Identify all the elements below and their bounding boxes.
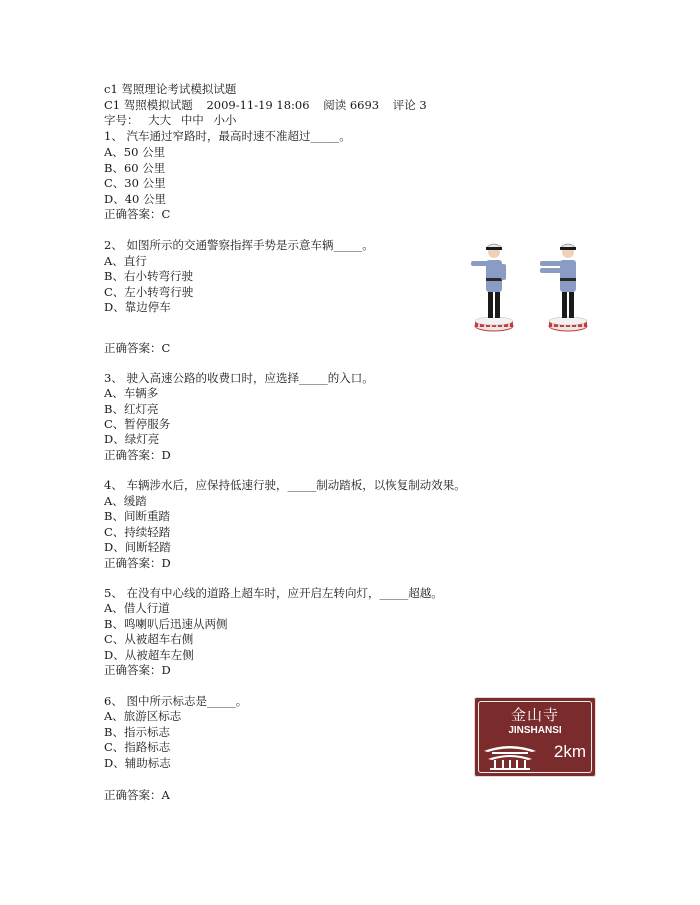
q5-answer: 正确答案：D (104, 663, 171, 677)
q3-option-c: C、暂停服务 (104, 417, 171, 431)
q2-option-b: B、右小转弯行驶 (104, 269, 193, 283)
q6-option-b: B、指示标志 (104, 725, 170, 739)
font-size-label: 字号： (104, 113, 139, 127)
question-1: 1、 汽车通过窄路时，最高时速不准超过_____。 (104, 129, 351, 143)
q1-option-c: C、30 公里 (104, 176, 166, 190)
q1-option-b: B、60 公里 (104, 161, 166, 175)
temple-icon (482, 739, 538, 771)
q1-option-d: D、40 公里 (104, 192, 167, 206)
q5-option-d: D、从被超车左侧 (104, 648, 194, 662)
q4-option-b: B、间断重踏 (104, 509, 170, 523)
font-size-small[interactable]: 小小 (213, 113, 237, 127)
question-4: 4、 车辆涉水后，应保持低速行驶，_____制动踏板，以恢复制动效果。 (104, 478, 466, 492)
traffic-officer-right (540, 244, 587, 331)
q1-option-a: A、50 公里 (104, 145, 166, 159)
q4-option-a: A、缓踏 (104, 494, 147, 508)
q2-option-d: D、靠边停车 (104, 300, 171, 314)
q5-option-c: C、从被超车右侧 (104, 632, 194, 646)
tourist-area-sign-image (474, 697, 596, 777)
q4-option-d: D、间断轻踏 (104, 540, 171, 554)
question-6: 6、 图中所示标志是_____。 (104, 694, 248, 708)
sign-name-en: JINSHANSI (508, 725, 562, 736)
traffic-police-gesture-image (468, 238, 598, 338)
font-size-large[interactable]: 大大 (148, 113, 172, 127)
read-count: 阅读 6693 (323, 98, 380, 112)
q6-option-a: A、旅游区标志 (104, 709, 182, 723)
sign-name-cn: 金山寺 (510, 706, 559, 724)
page-title: c1 驾照理论考试模拟试题 (104, 82, 237, 96)
sign-distance: 2km (553, 742, 586, 761)
q4-option-c: C、持续轻踏 (104, 525, 171, 539)
q3-option-a: A、车辆多 (104, 386, 159, 400)
q6-option-c: C、指路标志 (104, 740, 171, 754)
question-2: 2、 如图所示的交通警察指挥手势是示意车辆_____。 (104, 238, 374, 252)
comment-count[interactable]: 评论 3 (392, 98, 427, 112)
q4-answer: 正确答案：D (104, 556, 171, 570)
question-5: 5、 在没有中心线的道路上超车时，应开启左转向灯，_____超越。 (104, 586, 443, 600)
q5-option-a: A、借人行道 (104, 601, 170, 615)
q3-answer: 正确答案：D (104, 448, 171, 462)
category-link[interactable]: C1 驾照模拟试题 (104, 98, 193, 112)
q1-answer: 正确答案：C (104, 207, 171, 221)
q6-answer: 正确答案：A (104, 788, 170, 802)
q3-option-d: D、绿灯亮 (104, 432, 160, 446)
q6-option-d: D、辅助标志 (104, 756, 171, 770)
font-size-medium[interactable]: 中中 (180, 113, 204, 127)
q2-answer: 正确答案：C (104, 341, 171, 355)
font-size-controls (104, 113, 242, 128)
q5-option-b: B、鸣喇叭后迅速从两侧 (104, 617, 228, 631)
traffic-officer-left (471, 244, 513, 331)
q2-option-c: C、左小转弯行驶 (104, 285, 194, 299)
question-3: 3、 驶入高速公路的收费口时，应选择_____的入口。 (104, 371, 374, 385)
q2-option-a: A、直行 (104, 254, 147, 268)
post-date: 2009-11-19 18:06 (206, 98, 310, 112)
article-meta (104, 98, 437, 113)
q3-option-b: B、红灯亮 (104, 402, 159, 416)
